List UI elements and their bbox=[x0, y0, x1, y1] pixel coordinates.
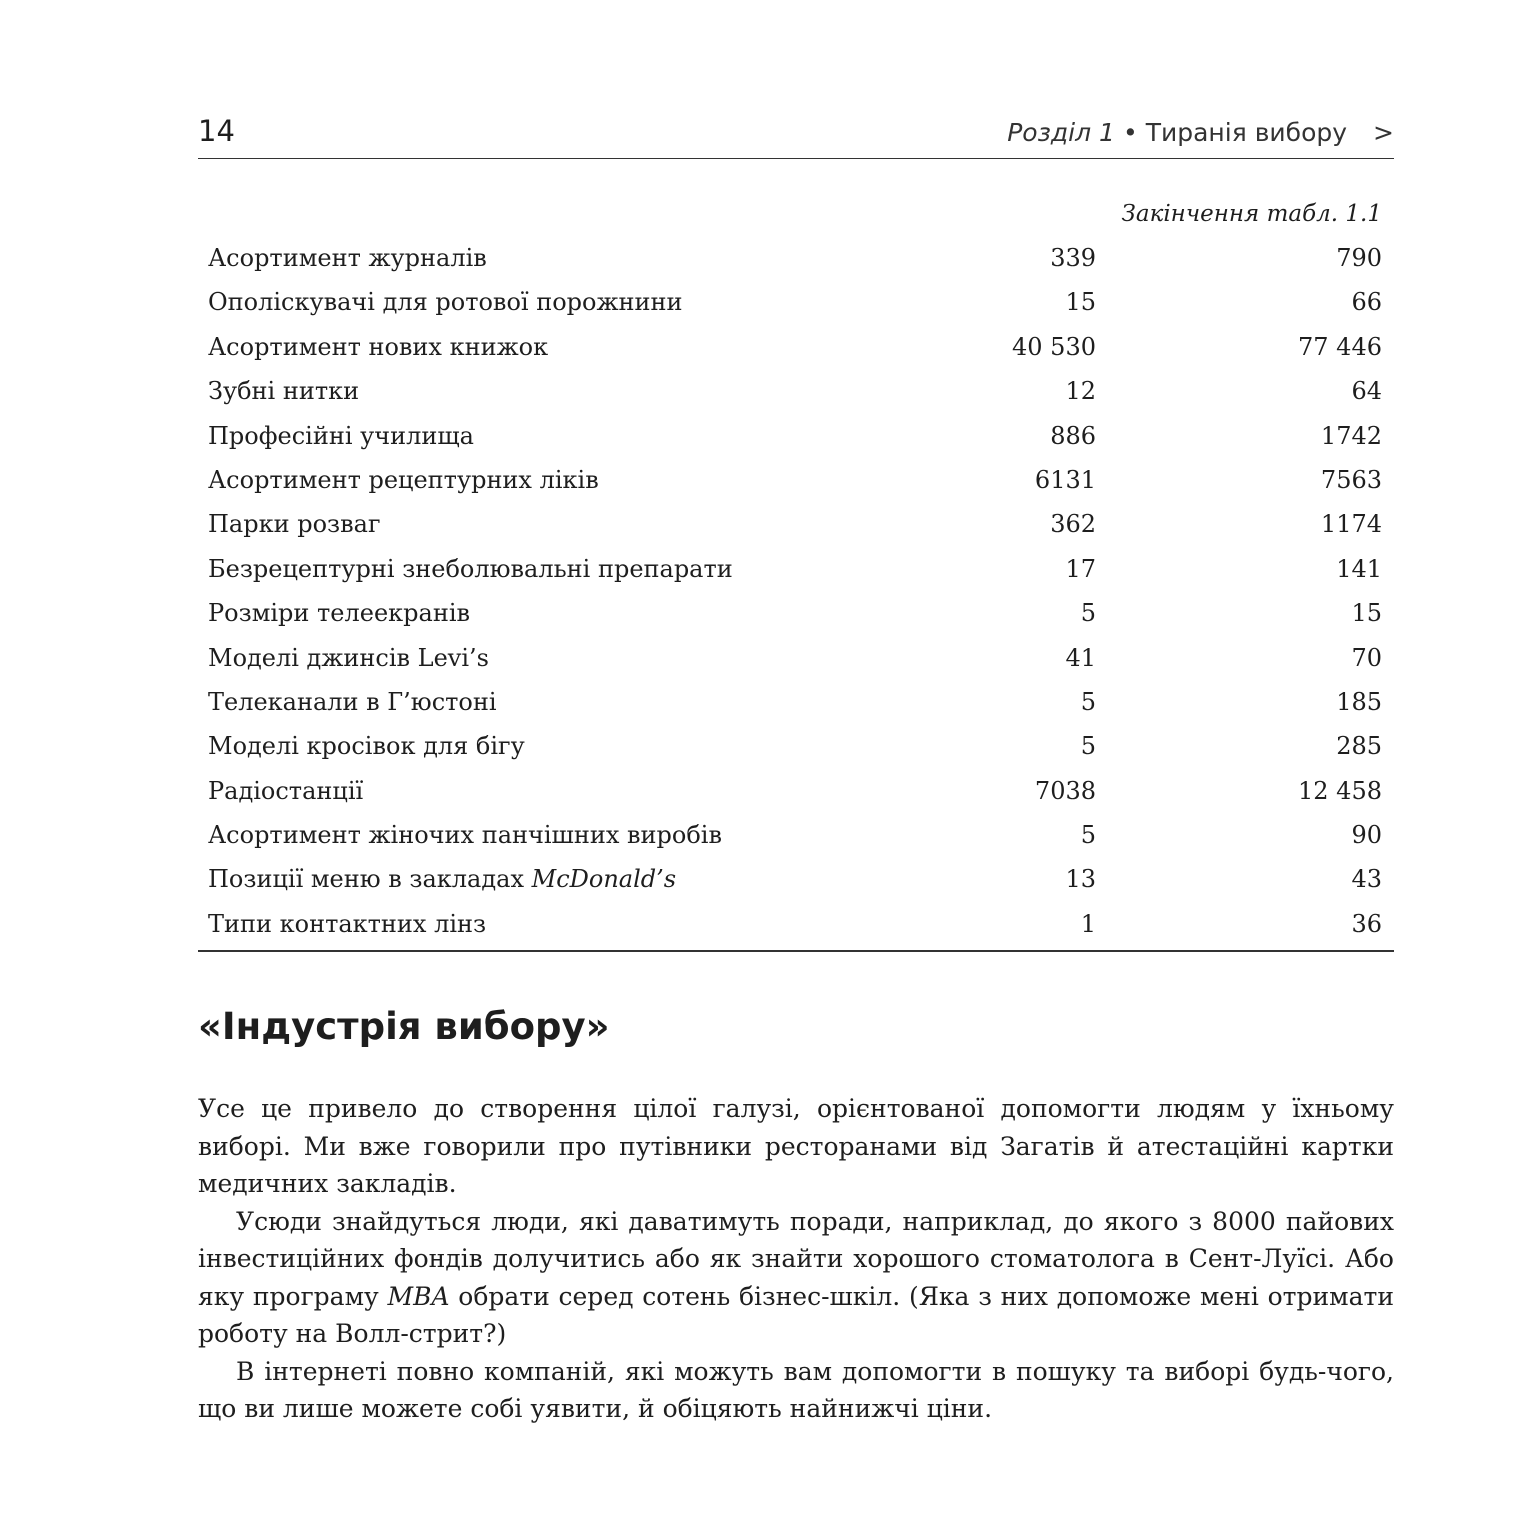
value-after: 285 bbox=[1336, 732, 1382, 761]
value-before: 362 bbox=[1050, 510, 1096, 539]
value-after: 36 bbox=[1351, 909, 1382, 938]
value-before: 339 bbox=[1050, 244, 1096, 272]
row-label: Радіостанції bbox=[208, 776, 364, 805]
value-after: 1742 bbox=[1320, 421, 1382, 450]
row-label: Безрецептурні знеболювальні препарати bbox=[208, 554, 733, 583]
row-label: Моделі джинсів Levi’s bbox=[208, 643, 489, 672]
header-separator: • bbox=[1122, 118, 1138, 147]
page-number: 14 bbox=[198, 114, 235, 148]
table-row bbox=[198, 414, 1394, 458]
paragraph: В інтернеті повно компаній, які можуть вам допомогти в пошуку та виборі будь-чого, що ви лише можете собі уявити, й обіцяють найнижчі ціни. bbox=[198, 1356, 1394, 1423]
table-row bbox=[198, 591, 1394, 635]
row-label: Розміри телеекранів bbox=[208, 599, 471, 628]
body-text bbox=[198, 1090, 1394, 1428]
table-row bbox=[198, 769, 1394, 813]
paragraph: Усюди знайдуться люди, які даватимуть поради, наприклад, до якого з 8000 пайових інвестиційних фондів долучитись або як знайти хорошого стоматолога в Сент-Луїсі. Або яку програму MBA обрати серед сотень бізнес-шкіл. (Яка з них допоможе мені отримати роботу на Волл-стрит?) bbox=[198, 1206, 1394, 1348]
chapter-label: Розділ 1 bbox=[1007, 118, 1115, 147]
table-row bbox=[198, 236, 1394, 280]
value-after: 70 bbox=[1351, 643, 1382, 672]
chapter-title: Тиранія вибору bbox=[1145, 118, 1348, 147]
value-before: 5 bbox=[1080, 821, 1096, 850]
running-title bbox=[1007, 118, 1394, 147]
row-label: Типи контактних лінз bbox=[208, 909, 487, 938]
table-row bbox=[198, 280, 1394, 324]
running-header bbox=[198, 112, 1394, 159]
data-table bbox=[198, 200, 1394, 952]
value-after: 7563 bbox=[1320, 465, 1382, 494]
row-label: Телеканали в Г’юстоні bbox=[208, 687, 497, 716]
table-row bbox=[198, 547, 1394, 591]
section-heading: «Індустрія вибору» bbox=[198, 1005, 610, 1048]
value-after: 66 bbox=[1351, 288, 1382, 317]
table-row bbox=[198, 857, 1394, 901]
row-label: Асортимент нових книжок bbox=[208, 332, 549, 361]
chevron-right-icon: > bbox=[1373, 118, 1394, 147]
table-row bbox=[198, 502, 1394, 546]
value-before: 15 bbox=[1065, 288, 1096, 317]
emphasis: MBA bbox=[387, 1281, 450, 1311]
table-row bbox=[198, 325, 1394, 369]
value-before: 13 bbox=[1065, 865, 1096, 894]
row-label: Зубні нитки bbox=[208, 377, 360, 406]
table-row bbox=[198, 813, 1394, 857]
value-before: 5 bbox=[1080, 732, 1096, 761]
row-label: Позиції меню в закладах McDonald’s bbox=[208, 865, 677, 894]
row-label: Асортимент журналів bbox=[208, 244, 487, 272]
value-after: 15 bbox=[1351, 599, 1382, 628]
value-before: 12 bbox=[1065, 377, 1096, 406]
row-label: Моделі кросівок для бігу bbox=[208, 732, 525, 761]
table-continuation-label: Закінчення табл. 1.1 bbox=[1121, 201, 1382, 227]
value-before: 1 bbox=[1080, 909, 1096, 938]
value-before: 5 bbox=[1080, 687, 1096, 716]
table-row bbox=[198, 369, 1394, 413]
row-label: Ополіскувачі для ротової порожнини bbox=[208, 288, 683, 317]
table-body bbox=[198, 236, 1394, 952]
value-before: 41 bbox=[1065, 643, 1096, 672]
value-after: 43 bbox=[1351, 865, 1382, 894]
value-before: 5 bbox=[1080, 599, 1096, 628]
value-before: 17 bbox=[1065, 554, 1096, 583]
row-label: Асортимент жіночих панчішних виробів bbox=[208, 821, 722, 850]
table-row bbox=[198, 680, 1394, 724]
value-after: 185 bbox=[1336, 687, 1382, 716]
value-after: 90 bbox=[1351, 821, 1382, 850]
row-label: Парки розваг bbox=[208, 510, 381, 539]
paragraph: Усе це привело до створення цілої галузі, орієнтованої допомогти людям у їхньому виборі. Ми вже говорили про путівники ресторанами від Загатів й атестаційні картки медичних закладів. bbox=[198, 1094, 1394, 1198]
table-row bbox=[198, 636, 1394, 680]
value-after: 1174 bbox=[1320, 510, 1382, 539]
value-before: 40 530 bbox=[1012, 332, 1096, 361]
row-label: Асортимент рецептурних ліків bbox=[208, 465, 599, 494]
table-row bbox=[198, 724, 1394, 768]
value-before: 7038 bbox=[1034, 776, 1096, 805]
value-after: 12 458 bbox=[1298, 776, 1382, 805]
value-after: 77 446 bbox=[1298, 332, 1382, 361]
table-row bbox=[198, 458, 1394, 502]
value-before: 886 bbox=[1050, 421, 1096, 450]
value-after: 64 bbox=[1351, 377, 1382, 406]
value-after: 790 bbox=[1336, 244, 1382, 272]
row-label: Професійні училища bbox=[208, 421, 474, 450]
emphasis: McDonald’s bbox=[531, 865, 677, 894]
value-after: 141 bbox=[1336, 554, 1382, 583]
value-before: 6131 bbox=[1034, 465, 1096, 494]
table-row bbox=[198, 902, 1394, 946]
